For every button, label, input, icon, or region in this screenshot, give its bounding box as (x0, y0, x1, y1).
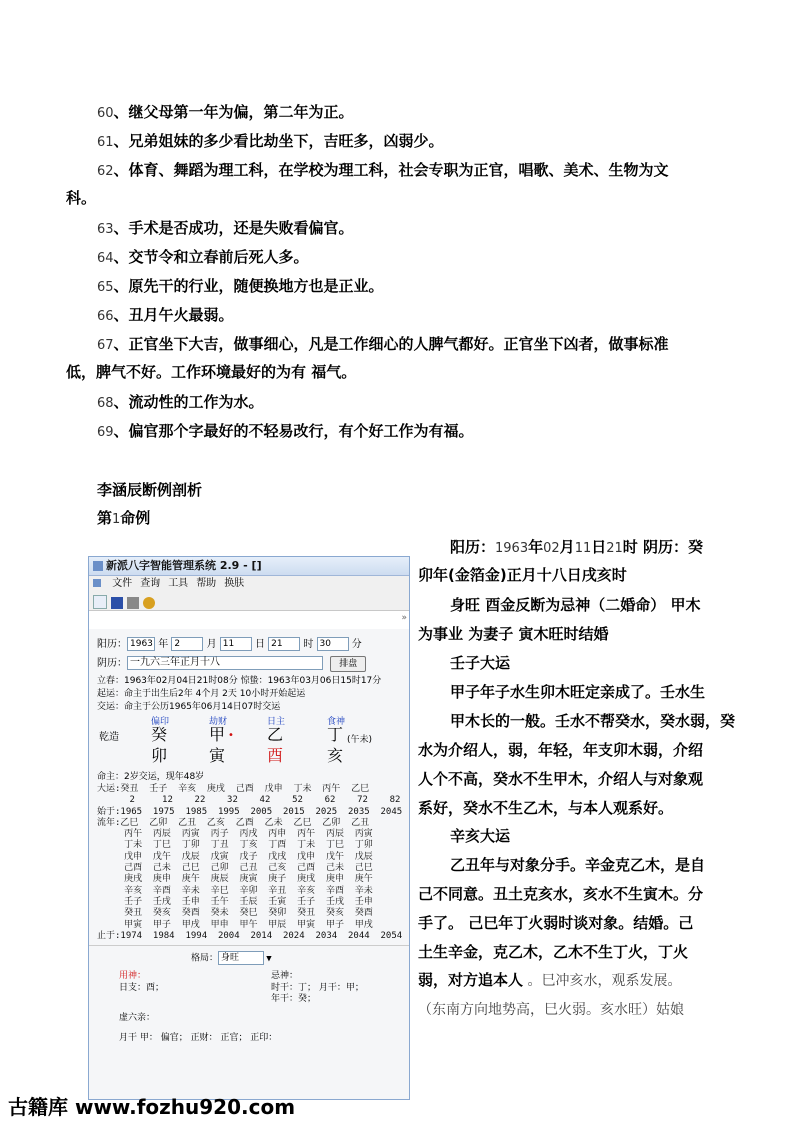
case-text: 乙丑年与对象分手。辛金克乙木，是自 (450, 856, 706, 874)
shishen-day: 日主 (267, 717, 286, 727)
rule-item (97, 392, 264, 414)
rule-text: 、体育、舞蹈为理工科，在学校为理工科，社会专职为正官，唱歌、美术、生物为文 (113, 161, 669, 179)
zhi-month: 寅 (209, 746, 226, 765)
case-text: 人个不高，癸水不生甲木，介绍人与对象观 (418, 770, 704, 788)
jiaoyun-info: 交运：命主于公历1965年06月14日07时交运 (97, 702, 281, 712)
rule-number: 61 (97, 135, 114, 150)
case-text-line (418, 682, 762, 702)
year-input[interactable]: 1963 (127, 637, 155, 651)
menu-bar (89, 576, 409, 592)
case-text: 系好，癸水不生乙木，与本人观系好。 (418, 799, 674, 817)
niangan-value: 年干：癸； (271, 994, 317, 1004)
rule-item (97, 160, 669, 182)
case-text: 身旺 酉金反断为忌神（二婚命） 甲木 (450, 596, 701, 614)
case-text-line (418, 595, 762, 615)
shigan-value: 时干：丁； 月干：甲； (271, 983, 364, 993)
lichun-info: 立春：1963年02月04日21时08分 惊蛰：1963年03月06日15时17分 (97, 676, 382, 686)
rule-text: 、继父母第一年为偏，第二年为正。 (113, 103, 354, 121)
toolbar (89, 592, 409, 611)
new-icon[interactable] (93, 595, 107, 609)
rule-number: 65 (97, 280, 114, 295)
bazi-software-window (88, 556, 410, 1100)
case-text-line (418, 884, 730, 904)
case-note: （东南方向地势高，巳火弱。亥水旺）姑娘 (418, 1002, 684, 1018)
case-text: 卯年(金箔金)正月十八日戌亥时 (418, 566, 627, 584)
dayun-row: 戊申 戊午 戊辰 戊寅 戊子 戊戌 戊申 戊午 戊辰 (97, 851, 373, 862)
menu-file[interactable]: 文件 (112, 578, 133, 589)
dayun-row: 2 12 22 32 42 52 62 72 82 (97, 795, 401, 806)
case-date-part: 年 (528, 538, 544, 556)
case-text-line (418, 942, 730, 962)
liuqin-row: 月干 甲： 偏官； 正财： 正官； 正印： (119, 1033, 278, 1043)
paipan-button[interactable]: 排盘 (330, 656, 366, 672)
case-title: 第1命例 (97, 509, 151, 527)
case-text: 甲子年子水生卯木旺定亲成了。壬水生 (450, 683, 706, 701)
rule-item (97, 102, 354, 124)
rule-item (97, 218, 354, 240)
rule-number: 69 (97, 425, 114, 440)
geju-select[interactable]: 身旺 (218, 951, 264, 965)
case-date-part: 时 阴历：癸 (622, 538, 704, 556)
case-date-part: 1963 (495, 541, 529, 556)
rule-number: 62 (97, 164, 114, 179)
dayun-table (97, 784, 402, 942)
rule-text: 、丑月午火最弱。 (113, 306, 234, 324)
save-icon[interactable] (111, 597, 123, 609)
rule-item (97, 131, 444, 153)
qiyun-info: 起运：命主于出生后2年 4个月 2天 10小时开始起运 (97, 689, 306, 699)
red-dot: • (228, 730, 234, 741)
case-date-part: 月 (559, 538, 575, 556)
gan-year: 癸 (151, 725, 168, 744)
case-text-line (418, 711, 762, 731)
menu-tools[interactable]: 工具 (168, 578, 189, 589)
case-text: 水为介绍人，弱，年轻，年支卯木弱，介绍 (418, 741, 704, 759)
case-text: 土生辛金，克乙木，乙木不生丁火，丁火 (418, 943, 689, 961)
case-text-line (418, 913, 730, 933)
shishen-year: 偏印 (151, 717, 170, 727)
rule-item (97, 334, 669, 356)
rule-number: 63 (97, 222, 114, 237)
wuwei-note: (午未) (347, 735, 373, 745)
gan-month: 甲 (209, 725, 226, 744)
case-text: 甲木长的一般。壬水不帮癸水，癸水弱，癸 (450, 712, 736, 730)
case-text-line (418, 826, 762, 846)
case-date-part: 日 (591, 538, 607, 556)
rule-item (97, 421, 474, 443)
menu-skin[interactable]: 换肤 (224, 578, 245, 589)
window-title: 新派八字智能管理系统 2.9 - [] (89, 557, 409, 576)
rule-number: 66 (97, 309, 114, 324)
rule-text: 、兄弟姐妹的多少看比劫坐下，吉旺多，凶弱少。 (113, 132, 444, 150)
dayun-row: 流年:乙巳 乙卯 乙丑 乙亥 乙酉 乙未 乙巳 乙卯 乙丑 (97, 817, 370, 828)
gan-day: 乙 (267, 725, 284, 744)
xuliuqin-label: 虚六亲： (119, 1013, 156, 1023)
shishen-hour: 食神 (327, 717, 346, 727)
rule-continuation: 低，脾气不好。工作环境最好的为有 福气。 (66, 363, 357, 381)
solar-date-row: 阳历： 1963 年 2 月 11 日 21 时 30 分 (97, 639, 362, 650)
case-date-part: 21 (606, 541, 623, 556)
dayun-row: 己酉 己未 己巳 己卯 己丑 己亥 己酉 己未 己巳 (97, 863, 373, 874)
case-text: 辛亥大运 (450, 827, 511, 845)
tool-icon[interactable] (143, 597, 155, 609)
case-text-line (418, 769, 730, 789)
zhi-day: 酉 (267, 746, 284, 765)
case-text-line (418, 740, 730, 760)
bazi-form (89, 629, 409, 1099)
case-text: 己不同意。丑土克亥水，亥水不生寅木。分 (418, 885, 704, 903)
rule-text: 、手术是否成功，还是失败看偏官。 (113, 219, 354, 237)
dayun-row: 癸丑 癸亥 癸酉 癸未 癸巳 癸卯 癸丑 癸亥 癸酉 (97, 908, 373, 919)
case-text-line (418, 970, 730, 991)
jishen-label: 忌神： (271, 971, 299, 981)
app-icon (93, 561, 103, 571)
geju-row: 格局： 身旺 ▼ (191, 953, 272, 964)
dayun-row: 辛亥 辛酉 辛未 辛巳 辛卯 辛丑 辛亥 辛酉 辛未 (97, 885, 373, 896)
case-text: 弱，对方追本人 (418, 971, 524, 989)
lunar-input[interactable]: 一九六三年正月十八 (127, 656, 323, 670)
dayun-row: 丙午 丙辰 丙寅 丙子 丙戌 丙申 丙午 丙辰 丙寅 (97, 829, 373, 840)
rule-text: 、流动性的工作为水。 (113, 393, 264, 411)
dayun-row: 庚戌 庚申 庚午 庚辰 庚寅 庚子 庚戌 庚申 庚午 (97, 874, 373, 885)
rule-continuation: 科。 (66, 189, 97, 207)
dayun-row: 始于:1965 1975 1985 1995 2005 2015 2025 2035 2045 (97, 806, 403, 817)
case-date-part: 02 (543, 541, 560, 556)
case-text-line (418, 999, 730, 1020)
rule-number: 68 (97, 396, 114, 411)
dayun-row: 止于:1974 1984 1994 2004 2014 2024 2034 2044 2054 (97, 930, 403, 941)
shishen-month: 劫财 (209, 717, 228, 727)
rule-text: 、交节令和立春前后死人多。 (113, 248, 309, 266)
gan-hour: 丁 (327, 725, 344, 744)
month-input[interactable]: 2 (171, 637, 203, 651)
menu-query[interactable]: 查询 (140, 578, 161, 589)
dayun-row: 大运:癸丑 壬子 辛亥 庚戌 己酉 戊申 丁未 丙午 乙巳 (97, 784, 370, 794)
mingzhu-info: 命主：2岁交运，现年48岁 (97, 772, 205, 782)
case-text-line (418, 624, 730, 644)
rule-number: 67 (97, 338, 114, 353)
yongshen-label: 用神： (119, 971, 147, 981)
divider (89, 945, 409, 946)
site-footer: 古籍库 www.fozhu920.com (8, 1095, 296, 1119)
rule-text: 、正官坐下大吉，做事细心，凡是工作细心的人脾气都好。正官坐下凶者，做事标准 (113, 335, 669, 353)
lunar-date-row: 阴历： 一九六三年正月十八 排盘 (97, 656, 366, 672)
case-text-line (418, 798, 730, 818)
rule-number: 64 (97, 251, 114, 266)
case-text-line (418, 653, 762, 673)
case-date-part: 11 (574, 541, 592, 556)
print-icon[interactable] (127, 597, 139, 609)
case-note: 。巳冲亥水，观系发展。 (523, 973, 682, 989)
section-heading: 李涵辰断例剖析 (97, 481, 203, 499)
case-text: 手了。 己巳年丁火弱时谈对象。结婚。己 (418, 914, 694, 932)
day-input[interactable]: 11 (220, 637, 252, 651)
case-date-part: 阳历： (450, 538, 496, 556)
rule-item (97, 305, 234, 327)
dayun-row: 甲寅 甲子 甲戌 甲申 甲午 甲辰 甲寅 甲子 甲戌 (97, 919, 373, 930)
menu-help[interactable]: 帮助 (196, 578, 217, 589)
zhi-hour: 亥 (327, 746, 344, 765)
zhi-year: 卯 (151, 746, 168, 765)
rule-item (97, 276, 384, 298)
collapse-icon[interactable]: » (401, 613, 407, 623)
rule-number: 60 (97, 106, 114, 121)
menu-icon (93, 579, 101, 587)
case-text-line (418, 537, 762, 559)
case-text: 为事业 为妻子 寅木旺时结婚 (418, 625, 609, 643)
case-text-line (418, 855, 762, 875)
case-text: 壬子大运 (450, 654, 511, 672)
rizhi-value: 日支：酉； (119, 983, 165, 993)
qianzao-label: 乾造 (99, 732, 119, 743)
case-text-line (418, 565, 730, 585)
rule-item (97, 247, 309, 269)
rule-text: 、原先干的行业，随便换地方也是正业。 (113, 277, 384, 295)
dayun-row: 丁未 丁巳 丁卯 丁丑 丁亥 丁酉 丁未 丁巳 丁卯 (97, 840, 373, 851)
hour-input[interactable]: 21 (268, 637, 300, 651)
dayun-row: 壬子 壬戌 壬申 壬午 壬辰 壬寅 壬子 壬戌 壬申 (97, 896, 373, 907)
minute-input[interactable]: 30 (317, 637, 349, 651)
rule-text: 、偏官那个字最好的不轻易改行，有个好工作为有福。 (113, 422, 474, 440)
